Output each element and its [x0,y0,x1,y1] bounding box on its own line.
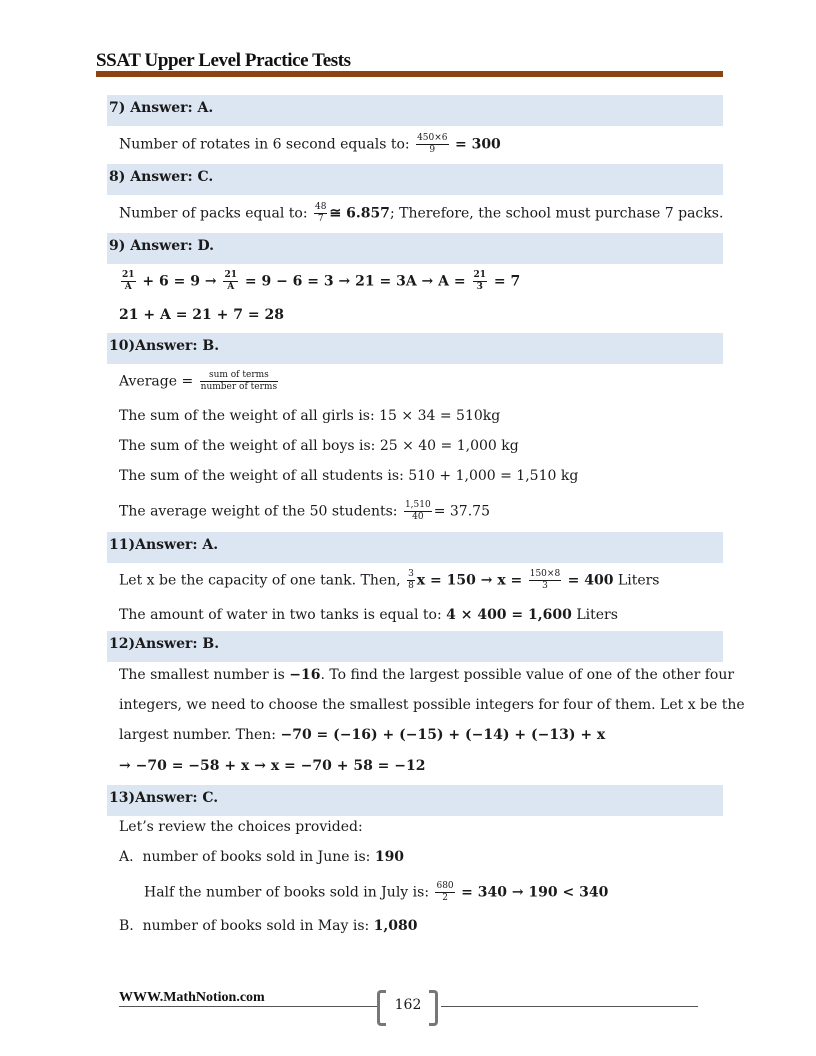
page-number: 162 [394,997,422,1013]
answer-12-line-2: integers, we need to choose the smallest possible integers for four of them. Let x be the [119,697,745,713]
answer-11-heading-bar [107,532,723,563]
answer-9-heading-bar [107,233,723,264]
answer-9-heading: 9) Answer: D. [109,238,215,254]
answer-11-seg-3: Liters [613,572,660,589]
answer-10-line-3: The sum of the weight of all boys is: 25 × 40 = 1,000 kg [119,438,519,454]
fraction-numerator: 3 [408,569,414,579]
average-fraction [200,370,278,393]
answer-8-heading: 8) Answer: C. [109,169,214,185]
fraction-denominator: 8 [408,581,414,591]
answer-12-line-1a: The smallest number is [119,667,290,683]
answer-12-line-3a: largest number. Then: [119,727,281,743]
answer-12-heading-bar [107,631,723,662]
choice-b-label: B. [119,918,134,934]
fraction-numerator: 21 [224,270,237,280]
fraction-denominator: A [124,282,132,292]
answer-7-result: = 300 [454,136,501,153]
fraction-numerator: 1,510 [404,500,431,510]
half-result: = 340 → 190 < 340 [461,884,609,901]
answer-12-line-1b: −16 [289,667,321,683]
answer-8-text: Number of packs equal to: [119,205,308,222]
fraction-denominator: 2 [442,893,448,903]
fraction-numerator: 680 [436,881,454,891]
answer-9-seg-2: = 9 − 6 = 3 → 21 = 3A → A = [244,273,466,290]
header-rule [96,71,723,77]
answer-10-line-5 [119,500,490,523]
answer-9-seg-1: + 6 = 9 → [142,273,217,290]
answer-10-result: = 37.75 [433,503,490,520]
answer-8-fraction [314,202,327,225]
answer-9-fraction-2 [223,270,238,293]
answer-12-heading: 12)Answer: B. [109,636,220,652]
choice-a-label: A. [119,849,134,865]
answer-8-heading-bar [107,164,723,195]
answer-7-heading: 7) Answer: A. [109,100,214,116]
answer-13-heading: 13)Answer: C. [109,790,219,806]
answer-11-seg-1: x = 150 → x = [416,572,523,589]
answer-13-half-line [144,881,608,904]
answer-7-heading-bar [107,95,723,126]
fraction-denominator: 3 [542,581,548,591]
answer-10-heading-bar [107,333,723,364]
fraction-numerator: 150×8 [529,569,561,579]
answer-13-line-1: Let’s review the choices provided: [119,819,363,835]
fraction-denominator: 40 [412,512,424,522]
answer-11-line-2-tail: Liters [571,607,618,623]
answer-10-line-1 [119,370,280,393]
half-text: Half the number of books sold in July is: [144,884,430,901]
answer-9-seg-3: = 7 [493,273,521,290]
footer-rule-right [441,1006,698,1007]
page-header-title: SSAT Upper Level Practice Tests [96,50,351,71]
fraction-numerator: 450×6 [417,133,448,143]
answer-7-fraction [416,133,448,156]
answer-11-seg-2: = 400 [567,572,614,589]
fraction-denominator: 9 [429,145,436,155]
answer-11-text: Let x be the capacity of one tank. Then, [119,572,401,589]
answer-9-fraction-1 [121,270,136,293]
answer-8-approx: ≅ 6.857 [329,205,390,222]
answer-10-fraction [404,500,432,523]
fraction-denominator: number of terms [200,382,278,392]
answer-11-fraction-1 [407,569,415,592]
answer-13-choice-a [119,848,404,866]
choice-b-text: number of books sold in May is: [142,918,374,934]
average-label: Average = [119,373,194,390]
answer-12-line-1c: . To find the largest possible value of one of the other four [320,667,735,683]
half-fraction [435,881,454,904]
footer-rule-left [119,1006,377,1007]
answer-9-line-2: 21 + A = 21 + 7 = 28 [119,307,284,323]
answer-13-choice-b [119,917,418,935]
answer-8-tail: ; Therefore, the school must purchase 7 packs. [389,205,724,222]
choice-b-value: 1,080 [373,918,418,934]
fraction-numerator: sum of terms [200,370,278,382]
answer-11-line-1 [119,569,659,592]
answer-8-line-1 [119,202,723,225]
choice-a-value: 190 [374,849,405,865]
answer-11-line-2-text: The amount of water in two tanks is equal to: [119,607,447,623]
answer-11-fraction-2 [529,569,561,592]
fraction-numerator: 21 [122,270,135,280]
answer-12-line-3b: −70 = (−16) + (−15) + (−14) + (−13) + x [280,727,606,743]
answer-11-heading: 11)Answer: A. [109,537,219,553]
footer-website: WWW.MathNotion.com [119,990,265,1005]
answer-13-heading-bar [107,785,723,816]
answer-11-line-2-math: 4 × 400 = 1,600 [446,607,572,623]
fraction-numerator: 21 [473,270,487,280]
answer-9-fraction-3 [473,270,488,293]
fraction-numerator: 48 [315,202,327,212]
answer-12-line-1 [119,666,734,684]
answer-10-heading: 10)Answer: B. [109,338,220,354]
answer-7-line-1 [119,133,501,156]
answer-9-line-1 [119,270,520,293]
fraction-denominator: A [227,282,235,292]
answer-7-text: Number of rotates in 6 second equals to: [119,136,410,153]
answer-10-line-5-text: The average weight of the 50 students: [119,503,398,520]
fraction-denominator: 7 [317,214,324,224]
answer-10-line-4: The sum of the weight of all students is: 510 + 1,000 = 1,510 kg [119,468,579,484]
fraction-denominator: 3 [476,282,483,292]
choice-a-text: number of books sold in June is: [142,849,375,865]
answer-10-line-2: The sum of the weight of all girls is: 15 × 34 = 510kg [119,408,501,424]
answer-12-line-3 [119,726,605,744]
answer-11-line-2 [119,606,618,624]
answer-12-line-4: → −70 = −58 + x → x = −70 + 58 = −12 [119,758,426,774]
